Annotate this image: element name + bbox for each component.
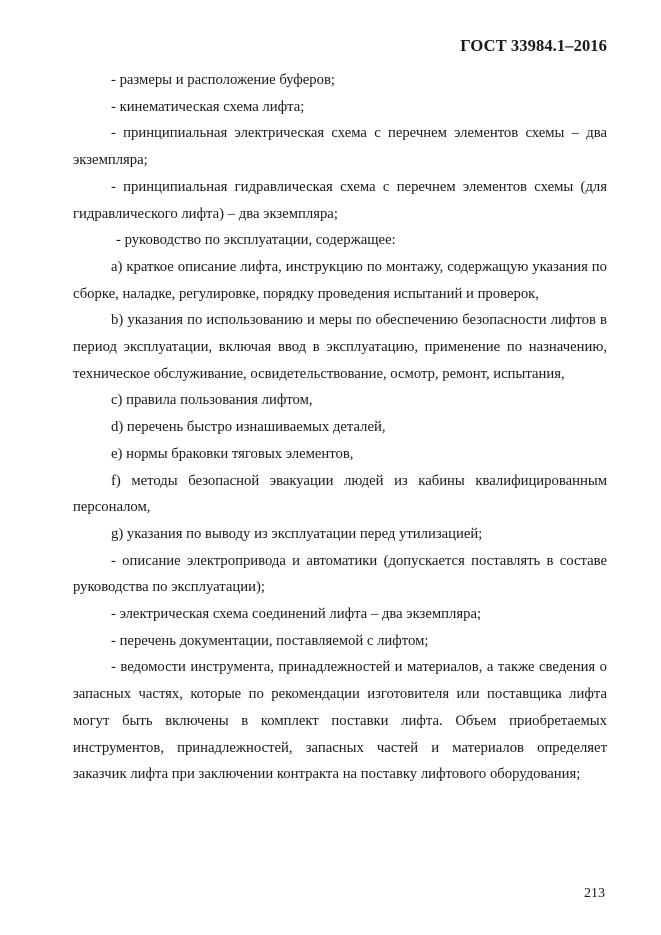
- sub-item-e: e) нормы браковки тяговых элементов,: [111, 445, 354, 462]
- list-item-tools-statement: - ведомости инструмента, принадлежностей и материалов, а также сведения о запасных частях, которые по рекомендации изготовителя или поставщика лифта могут быть включены в комплект поставки лифта. Объем приобретаемых инструментов, принадлежностей, запасных частей и материалов определяет заказчик лифта при заключении контракта на поставку лифтового оборудования;: [73, 659, 607, 783]
- document-code-header: ГОСТ 33984.1–2016: [460, 36, 607, 55]
- sub-item-b: b) указания по использованию и меры по обеспечению безопасности лифтов в период эксплуатации, включая ввод в эксплуатацию, применение по назначению, техническое обслуживание, освидетельствование, осмотр, ремонт, испытания,: [73, 312, 607, 382]
- list-item-operation-manual: - руководство по эксплуатации, содержащее:: [116, 232, 396, 249]
- list-item-kinematic-scheme: - кинематическая схема лифта;: [111, 98, 305, 115]
- list-item-documentation-list: - перечень документации, поставляемой с лифтом;: [111, 632, 429, 649]
- sub-item-c: c) правила пользования лифтом,: [111, 392, 313, 409]
- sub-item-g: g) указания по выводу из эксплуатации перед утилизацией;: [111, 525, 483, 542]
- sub-item-f: f) методы безопасной эвакуации людей из кабины квалифицированным персоналом,: [73, 472, 607, 516]
- list-item-electrical-scheme: - принципиальная электрическая схема с перечнем элементов схемы – два экземпляра;: [73, 125, 607, 169]
- list-item-buffers: - размеры и расположение буферов;: [111, 72, 335, 88]
- list-item-hydraulic-scheme: - принципиальная гидравлическая схема с перечнем элементов схемы (для гидравлического лифта) – два экземпляра;: [73, 178, 607, 222]
- document-body: [73, 67, 607, 788]
- list-item-wiring-scheme: - электрическая схема соединений лифта – два экземпляра;: [111, 606, 482, 623]
- sub-item-d: d) перечень быстро изнашиваемых деталей,: [111, 419, 386, 436]
- list-item-drive-description: - описание электропривода и автоматики (допускается поставлять в составе руководства по эксплуатации);: [73, 552, 607, 596]
- page-number: 213: [584, 886, 605, 901]
- sub-item-a: a) краткое описание лифта, инструкцию по монтажу, содержащую указания по сборке, наладке, регулировке, порядку проведения испытаний и проверок,: [73, 258, 607, 302]
